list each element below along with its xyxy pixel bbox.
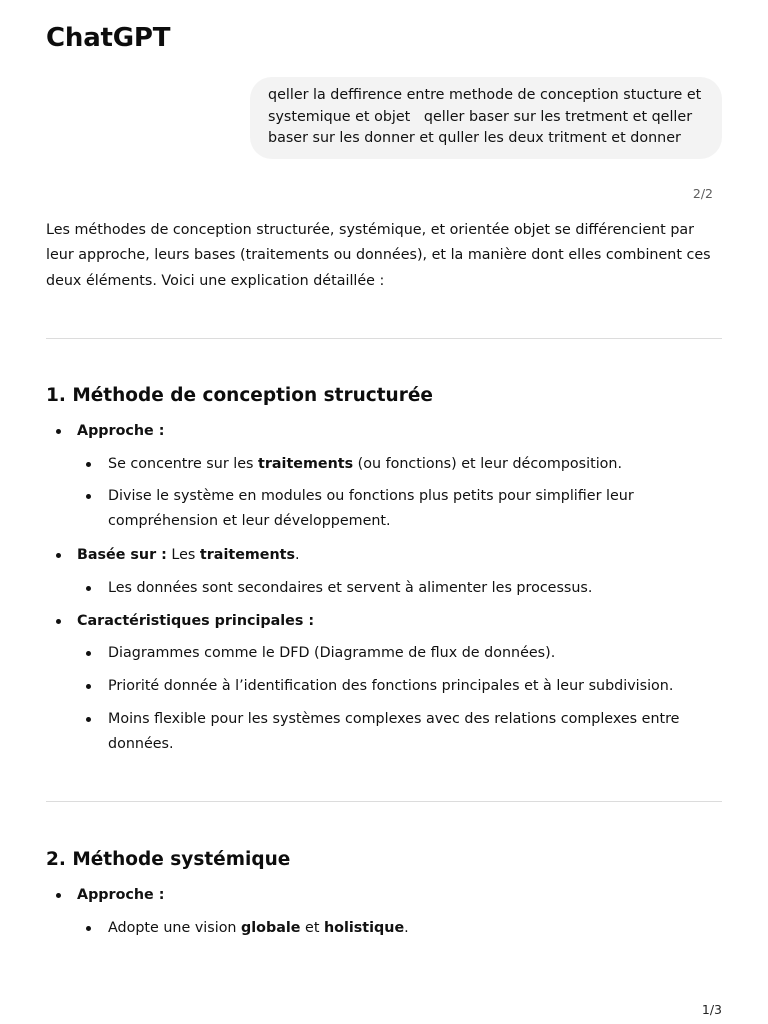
- bullet-icon: [86, 717, 91, 722]
- page-number: 1/3: [701, 1002, 722, 1017]
- based-label: Basée sur :: [77, 547, 167, 563]
- bullet-icon: [86, 494, 91, 499]
- list-item-approach: [77, 419, 722, 444]
- list-item-feature: Moins flexible pour les systèmes complexes avec des relations complexes entre données.: [108, 707, 722, 758]
- response-variant-counter[interactable]: 2/2: [692, 186, 713, 201]
- bullet-icon: [86, 586, 91, 591]
- list-item-approach-detail: Se concentre sur les traitements (ou fonctions) et leur décomposition.: [108, 452, 722, 477]
- list-item-based-on: Basée sur : Les traitements.: [77, 543, 722, 568]
- user-message-bubble: qeller la deffirence entre methode de conception stucture et systemique et objet qeller baser sur les tretment et qeller baser sur les donner et quller les deux tritment et donner: [250, 77, 722, 159]
- bullet-icon: [86, 926, 91, 931]
- bullet-icon: [56, 429, 61, 434]
- list-item-approach-detail: Adopte une vision globale et holistique.: [108, 916, 722, 941]
- approach-label: Approche :: [77, 887, 165, 903]
- section-divider: [46, 801, 722, 802]
- list-item-based-detail: Les données sont secondaires et servent à alimenter les processus.: [108, 576, 722, 601]
- bullet-icon: [56, 619, 61, 624]
- section-heading-structured: 1. Méthode de conception structurée: [46, 385, 433, 406]
- list-item-features: [77, 609, 722, 634]
- page-title: ChatGPT: [46, 23, 171, 53]
- bullet-icon: [86, 462, 91, 467]
- section-heading-systemic: 2. Méthode systémique: [46, 849, 291, 870]
- bullet-icon: [86, 684, 91, 689]
- bullet-icon: [86, 651, 91, 656]
- list-item-approach: [77, 883, 722, 908]
- list-item-approach-detail: Divise le système en modules ou fonctions plus petits pour simplifier leur compréhension et leur développement.: [108, 484, 722, 535]
- approach-label: Approche :: [77, 423, 165, 439]
- bullet-icon: [56, 893, 61, 898]
- bullet-icon: [56, 553, 61, 558]
- list-item-feature: Priorité donnée à l’identification des fonctions principales et à leur subdivision.: [108, 674, 722, 699]
- list-item-feature: Diagrammes comme le DFD (Diagramme de flux de données).: [108, 641, 722, 666]
- section-divider: [46, 338, 722, 339]
- features-label: Caractéristiques principales :: [77, 613, 315, 629]
- assistant-intro-paragraph: Les méthodes de conception structurée, systémique, et orientée objet se différencient par leur approche, leurs bases (traitements ou données), et la manière dont elles combinent ces deux éléments. Voici une explication détaillée :: [46, 222, 711, 289]
